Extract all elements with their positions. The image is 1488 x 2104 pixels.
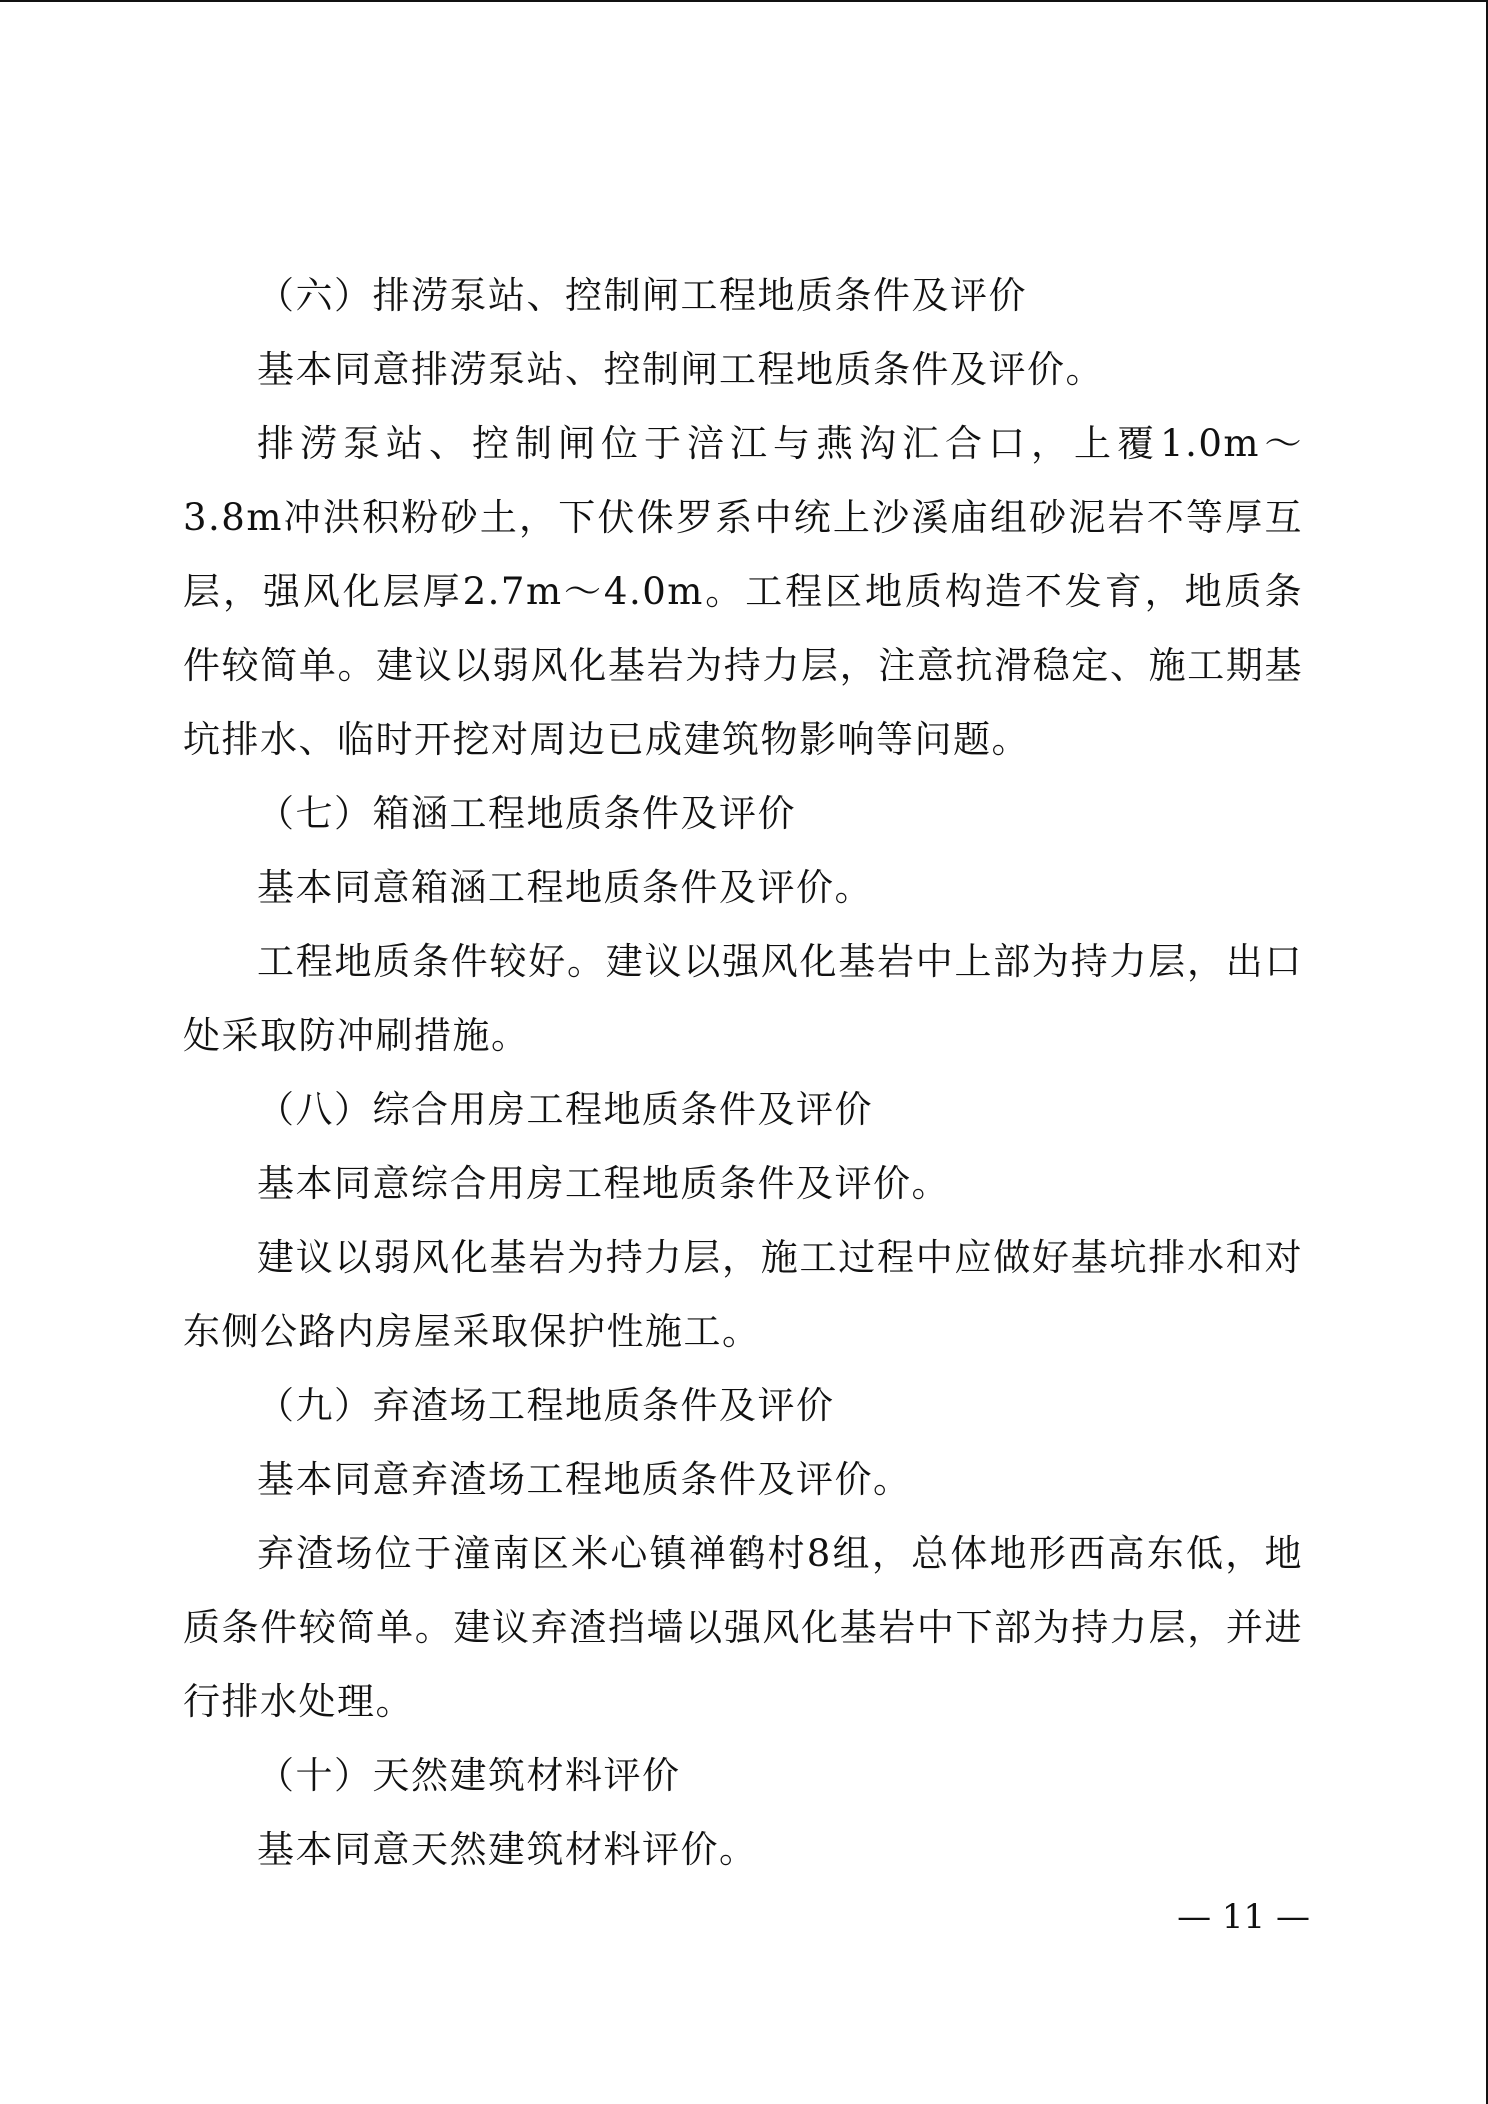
paragraph: 基本同意排涝泵站、控制闸工程地质条件及评价。 <box>257 348 1104 391</box>
document-body <box>183 259 1303 1887</box>
paragraph: 基本同意弃渣场工程地质条件及评价。 <box>257 1458 912 1501</box>
section-heading-8: （八）综合用房工程地质条件及评价 <box>257 1088 873 1131</box>
paragraph: 建议以弱风化基岩为持力层，施工过程中应做好基坑排水和对东侧公路内房屋采取保护性施工。 <box>183 1236 1303 1353</box>
paragraph: 基本同意箱涵工程地质条件及评价。 <box>257 866 873 909</box>
paragraph: 排涝泵站、控制闸位于涪江与燕沟汇合口，上覆1.0m～3.8m冲洪积粉砂土，下伏侏罗系中统上沙溪庙组砂泥岩不等厚互层，强风化层厚2.7m～4.0m。工程区地质构造不发育，地质条件较简单。建议以弱风化基岩为持力层，注意抗滑稳定、施工期基坑排水、临时开挖对周边已成建筑物影响等问题。 <box>183 422 1303 761</box>
paragraph: 基本同意天然建筑材料评价。 <box>257 1828 758 1871</box>
paragraph: 基本同意综合用房工程地质条件及评价。 <box>257 1162 950 1205</box>
section-heading-7: （七）箱涵工程地质条件及评价 <box>257 792 796 835</box>
page-number: — 11 — <box>1177 1897 1310 1937</box>
paragraph: 弃渣场位于潼南区米心镇禅鹤村8组，总体地形西高东低，地质条件较简单。建议弃渣挡墙以强风化基岩中下部为持力层，并进行排水处理。 <box>183 1532 1303 1723</box>
section-heading-6: （六）排涝泵站、控制闸工程地质条件及评价 <box>257 274 1027 317</box>
section-heading-10: （十）天然建筑材料评价 <box>257 1754 681 1797</box>
section-heading-9: （九）弃渣场工程地质条件及评价 <box>257 1384 835 1427</box>
paragraph: 工程地质条件较好。建议以强风化基岩中上部为持力层，出口处采取防冲刷措施。 <box>183 940 1303 1057</box>
